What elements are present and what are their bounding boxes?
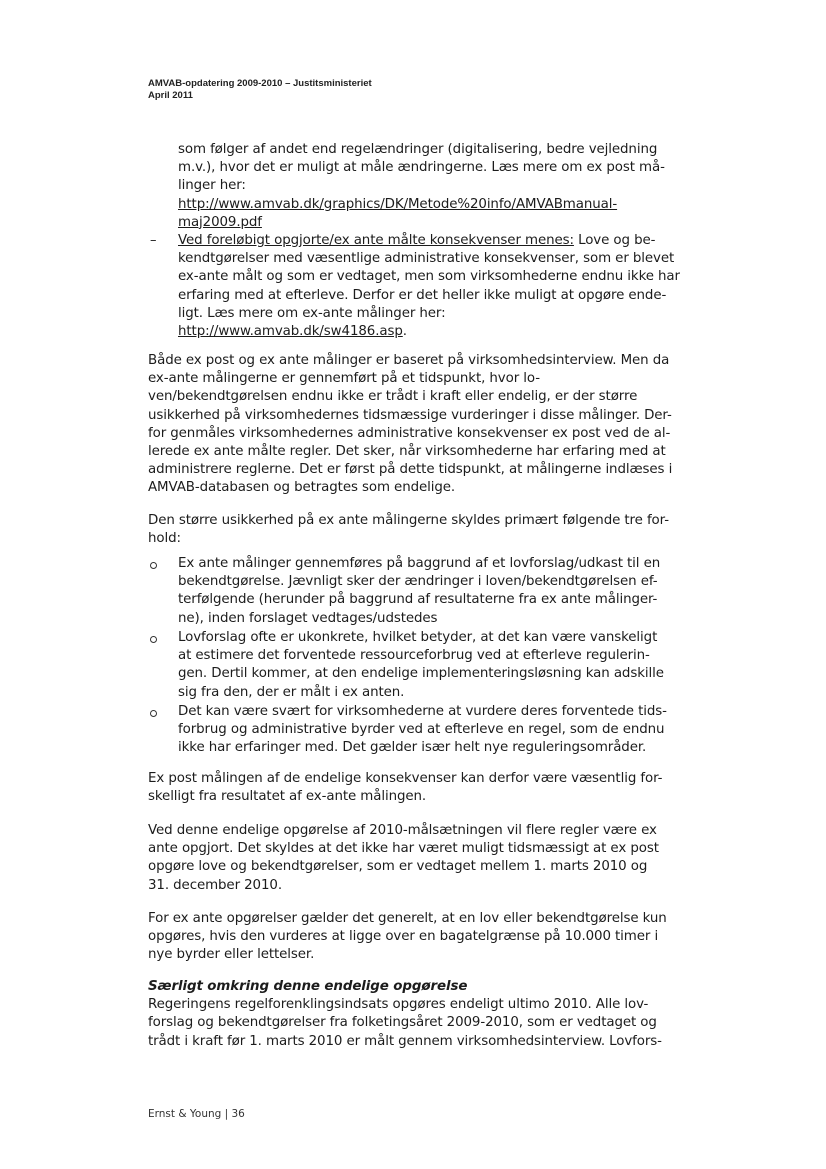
section-final-opgoerelse — [148, 978, 662, 1051]
text-line: kendtgørelser med væsentlige administrative konsekvenser, som er blevet — [178, 251, 675, 267]
header-title: AMVAB-opdatering 2009-2010 – Justitsministeriet — [148, 78, 372, 89]
bullet-dot — [150, 636, 157, 643]
text-line: m.v.), hvor det er muligt at måle ændringerne. Læs mere om ex post må- — [178, 160, 665, 176]
dash-list-item — [178, 232, 680, 341]
text-line: terfølgende (herunder på baggrund af resultaterne fra ex ante målinger- — [178, 592, 658, 608]
paragraph-5 — [148, 910, 667, 965]
text-line: ex-ante målingerne er gennemført på et tidspunkt, hvor lo- — [148, 371, 540, 387]
text-line: som følger af andet end regelændringer (digitalisering, bedre vejledning — [178, 142, 658, 157]
text-line: ne), inden forslaget vedtages/udstedes — [178, 610, 438, 626]
text-line: Både ex post og ex ante målinger er baseret på virksomhedsinterview. Men da — [148, 353, 670, 368]
text-line: Den større usikkerhed på ex ante målingerne skyldes primært følgende tre for- — [148, 513, 669, 528]
bullet-item-1 — [178, 555, 660, 628]
text-punct: . — [402, 324, 407, 340]
text-line: Ved denne endelige opgørelse af 2010-målsætningen vil flere regler være ex — [148, 823, 657, 838]
manual-link[interactable]: http://www.amvab.dk/graphics/DK/Metode%20info/AMVABmanual- — [178, 196, 618, 212]
bullet-item-3 — [178, 703, 667, 758]
text-line: skelligt fra resultatet af ex-ante målingen. — [148, 789, 427, 805]
text-line: for genmåles virksomhedernes administrative konsekvenser ex post ved de al- — [148, 425, 671, 441]
paragraph-4 — [148, 822, 659, 895]
text-line: sig fra den, der er målt i ex anten. — [178, 684, 405, 700]
text-line: ex-ante målt og som er vedtaget, men som virksomhederne endnu ikke har — [178, 269, 680, 285]
text-line: 31. december 2010. — [148, 877, 282, 893]
definition-lead: Ved foreløbigt opgjorte/ex ante målte konsekvenser menes: — [178, 233, 574, 248]
section-heading: Særligt omkring denne endelige opgørelse — [148, 979, 468, 994]
text-line: Regeringens regelforenklingsindsats opgøres endeligt ultimo 2010. Alle lov- — [148, 997, 649, 1013]
bullet-item-2 — [178, 629, 664, 702]
text-line: Love og be- — [573, 233, 656, 248]
paragraph-1 — [148, 352, 672, 498]
text-line: usikkerhed på virksomhedernes tidsmæssige vurderinger i disse målinger. Der- — [148, 407, 672, 423]
header-date: April 2011 — [148, 90, 193, 101]
dash-marker: – — [150, 233, 157, 248]
text-line: For ex ante opgørelser gælder det generelt, at en lov eller bekendtgørelse kun — [148, 911, 667, 926]
text-line: forbrug og administrative byrder ved at efterleve en regel, som de endnu — [178, 722, 665, 738]
document-header — [148, 78, 372, 102]
text-line: ikke har erfaringer med. Det gælder især helt nye reguleringsområder. — [178, 740, 647, 756]
text-line: Det kan være svært for virksomhederne at vurdere deres forventede tids- — [178, 704, 667, 719]
bullet-dot — [150, 710, 157, 717]
text-line: ante opgjort. Det skyldes at det ikke har været muligt tidsmæssigt at ex post — [148, 841, 659, 857]
text-line: Ex ante målinger gennemføres på baggrund af et lovforslag/udkast til en — [178, 556, 661, 571]
text-line: Lovforslag ofte er ukonkrete, hvilket betyder, at det kan være vanskeligt — [178, 630, 658, 645]
text-line: forslag og bekendtgørelser fra folketingsåret 2009-2010, som er vedtaget og — [148, 1015, 657, 1031]
ex-ante-link[interactable]: http://www.amvab.dk/sw4186.asp — [178, 324, 403, 340]
text-line: opgøre love og bekendtgørelser, som er vedtaget mellem 1. marts 2010 og — [148, 859, 648, 875]
text-line: nye byrder eller lettelser. — [148, 947, 315, 963]
text-line: ligt. Læs mere om ex-ante målinger her: — [178, 305, 446, 321]
text-line: gen. Dertil kommer, at den endelige implementeringsløsning kan adskille — [178, 666, 664, 682]
text-line: trådt i kraft før 1. marts 2010 er målt gennem virksomhedsinterview. Lovfors- — [148, 1033, 662, 1049]
text-line: erfaring med at efterleve. Derfor er det heller ikke muligt at opgøre ende- — [178, 287, 667, 303]
text-line: hold: — [148, 531, 181, 547]
text-line: Ex post målingen af de endelige konsekvenser kan derfor være væsentlig for- — [148, 771, 663, 786]
text-line: AMVAB-databasen og betragtes som endelige. — [148, 480, 456, 496]
text-line: lerede ex ante målte regler. Det sker, når virksomhederne har erfaring med at — [148, 444, 666, 460]
text-line: opgøres, hvis den vurderes at ligge over en bagatelgrænse på 10.000 timer i — [148, 929, 659, 945]
text-line: administrere reglerne. Det er først på dette tidspunkt, at målingerne indlæses i — [148, 462, 673, 478]
bullet-dot — [150, 562, 157, 569]
text-line: bekendtgørelse. Jævnligt sker der ændringer i loven/bekendtgørelsen ef- — [178, 574, 658, 590]
list-item-continuation — [178, 141, 665, 232]
page-footer: Ernst & Young | 36 — [148, 1108, 245, 1120]
paragraph-3 — [148, 770, 662, 806]
text-line: ven/bekendtgørelsen endnu ikke er trådt i kraft eller endelig, er der større — [148, 389, 638, 405]
text-line: linger her: — [178, 178, 246, 194]
manual-link-cont[interactable]: maj2009.pdf — [178, 214, 262, 230]
paragraph-2 — [148, 512, 669, 548]
text-line: at estimere det forventede ressourceforbrug ved at efterleve regulerin- — [178, 648, 650, 664]
